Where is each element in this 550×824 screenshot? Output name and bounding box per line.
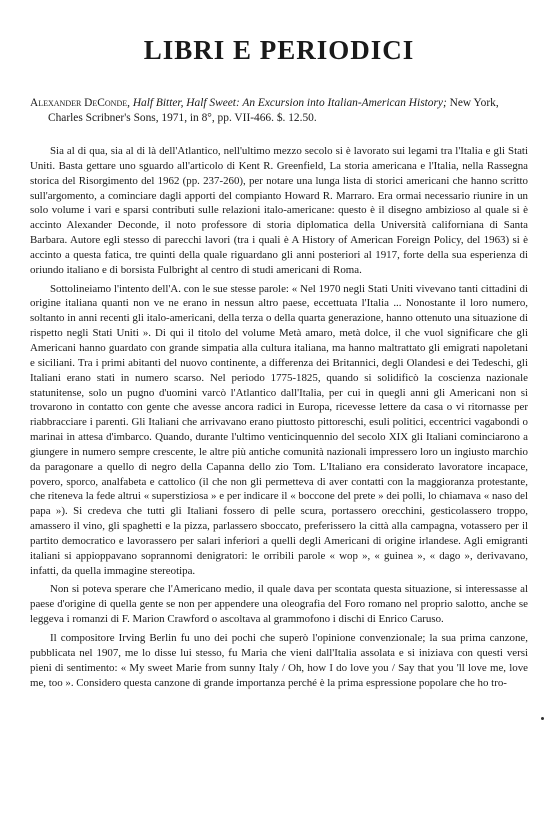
book-author: Alexander DeConde,	[30, 97, 130, 109]
paragraph: Sia al di qua, sia al di là dell'Atlantico, nell'ultimo mezzo secolo si è lavorato sui legami tra l'Italia e gli Stati Uniti. Basta gettare uno sguardo all'articolo di Kent R. Greenfield, La storia americana e l'Italia, nella Rassegna storica del Risorgimento del 1962 (pp. 237-260), per notare una lunga lista di storici americani che hanno scritto sull'argomento, a cominciare dagli apporti del compianto Howard R. Marraro. Era ormai necessario riunire in un solo volume i vari e sparsi contributi sulle relazioni italo-americane: questo è il disegno ambizioso al quale si è accinto Alexander Deconde, il noto professore di storia diplomatica della Università californiana di Santa Barbara. Autore egli stesso di parecchi lavori (tra i quali è A History of American Foreign Policy, del 1963) si è accinto a questa fatica, tre quinti della quale riguardano gli anni posteriori al 1917, forte della sua esperienza di oriundo italiano e di borsista Fulbright al centro di studi americani di Roma.	[30, 145, 528, 276]
review-body	[30, 144, 528, 690]
paragraph: Sottolineiamo l'intento dell'A. con le sue stesse parole: « Nel 1970 negli Stati Uniti vivevano tanti cittadini di origine italiana quanti non ve ne erano in nessun altro paese, eccettuata l'Italia ... Nonostante il loro numero, soltanto in anni recenti gli italo-americani, della terza o della quarta generazione, hanno ottenuto una situazione di rispetto negli Stati Uniti ». Di qui il titolo del volume Metà amaro, metà dolce, il che vuol significare che gli Americani hanno guardato con grande simpatia alla cultura italiana, ma hanno maltrattato gli emigrati napoletani e siciliani. Tra i primi abitanti del nuovo continente, a differenza dei Britannici, degli Olandesi e dei Tedeschi, gli Italiani erano stati in numero scarso. Nel periodo 1775-1825, quando si solidificò la coscienza nazionale statunitense, solo un pugno d'uomini varcò l'Atlantico dall'Italia, per cui in quegli anni gli Americani non si trovarono in contatto con gente che avesse ancora radici in Europa, ricevesse lettere da casa o vi ritornasse per riabbracciare i parenti. Gli Italiani che arrivavano erano piuttosto pittoreschi, esuli politici, eccentrici vagabondi o marinai in attesa d'imbarco. Quando, durante l'ultimo venticinquennio del secolo XIX gli Italiani cominciarono a giungere in numero sempre crescente, le altre più antiche comunità nazionali impressero loro un ingiusto marchio da paragonare a quello di negro della Capanna dello zio Tom. L'Italiano era considerato lavoratore incapace, povero, sporco, analfabeta e cattolico (il che non gli permetteva di aver contatti con la maggioranza protestante, che riteneva la fede altrui « superstiziosa » e per indicare il « boccone del prete » dei polli, lo chiamava « naso del papa »). Si credeva che tutti gli Italiani fossero di pelle scura, portassero orecchini, gesticolassero troppo, amassero il vino, gli spaghetti e la pizza, parlassero sboccato, preferissero la città alla campagna, votassero per il partito democratico e lavorassero per salari inferiori a quelli degli Americani di origine irlandese. Agli emigranti italiani si appioppavano soprannomi denigratori: le orribili parole « wop », « guinea », « dago », derivavano, infatti, da quella immagine stereotipa.	[30, 282, 528, 577]
book-citation	[30, 96, 528, 126]
page-title: LIBRI E PERIODICI	[143, 35, 415, 65]
book-title: Half Bitter, Half Sweet: An Excursion into Italian-American History;	[132, 97, 447, 109]
margin-mark	[541, 717, 544, 720]
paragraph: Il compositore Irving Berlin fu uno dei pochi che superò l'opinione convenzionale; la sua prima canzone, pubblicata nel 1907, me lo disse lui stesso, fu Maria che vieni dall'Italia assolata e si iniziava con questi versi pieni di sentimento: « My sweet Marie from sunny Italy / Oh, how I do love you / Say that you 'll love me, love me, too ». Considero questa canzone di grande importanza perché è la prima espressione popolare che ho tro-	[30, 632, 528, 689]
book-publisher: New York, Charles Scribner's Sons, 1971, in 8°, pp. VII-466. $. 12.50.	[48, 97, 499, 124]
paragraph: Non si poteva sperare che l'Americano medio, il quale dava per scontata questa situazione, si interessasse al paese d'origine di quella gente se non per appendere una oleografia del Foro romano nel proprio salotto, anche se leggeva i romanzi di F. Marion Crawford o ascoltava al grammofono i dischi di Enrico Caruso.	[30, 583, 528, 626]
